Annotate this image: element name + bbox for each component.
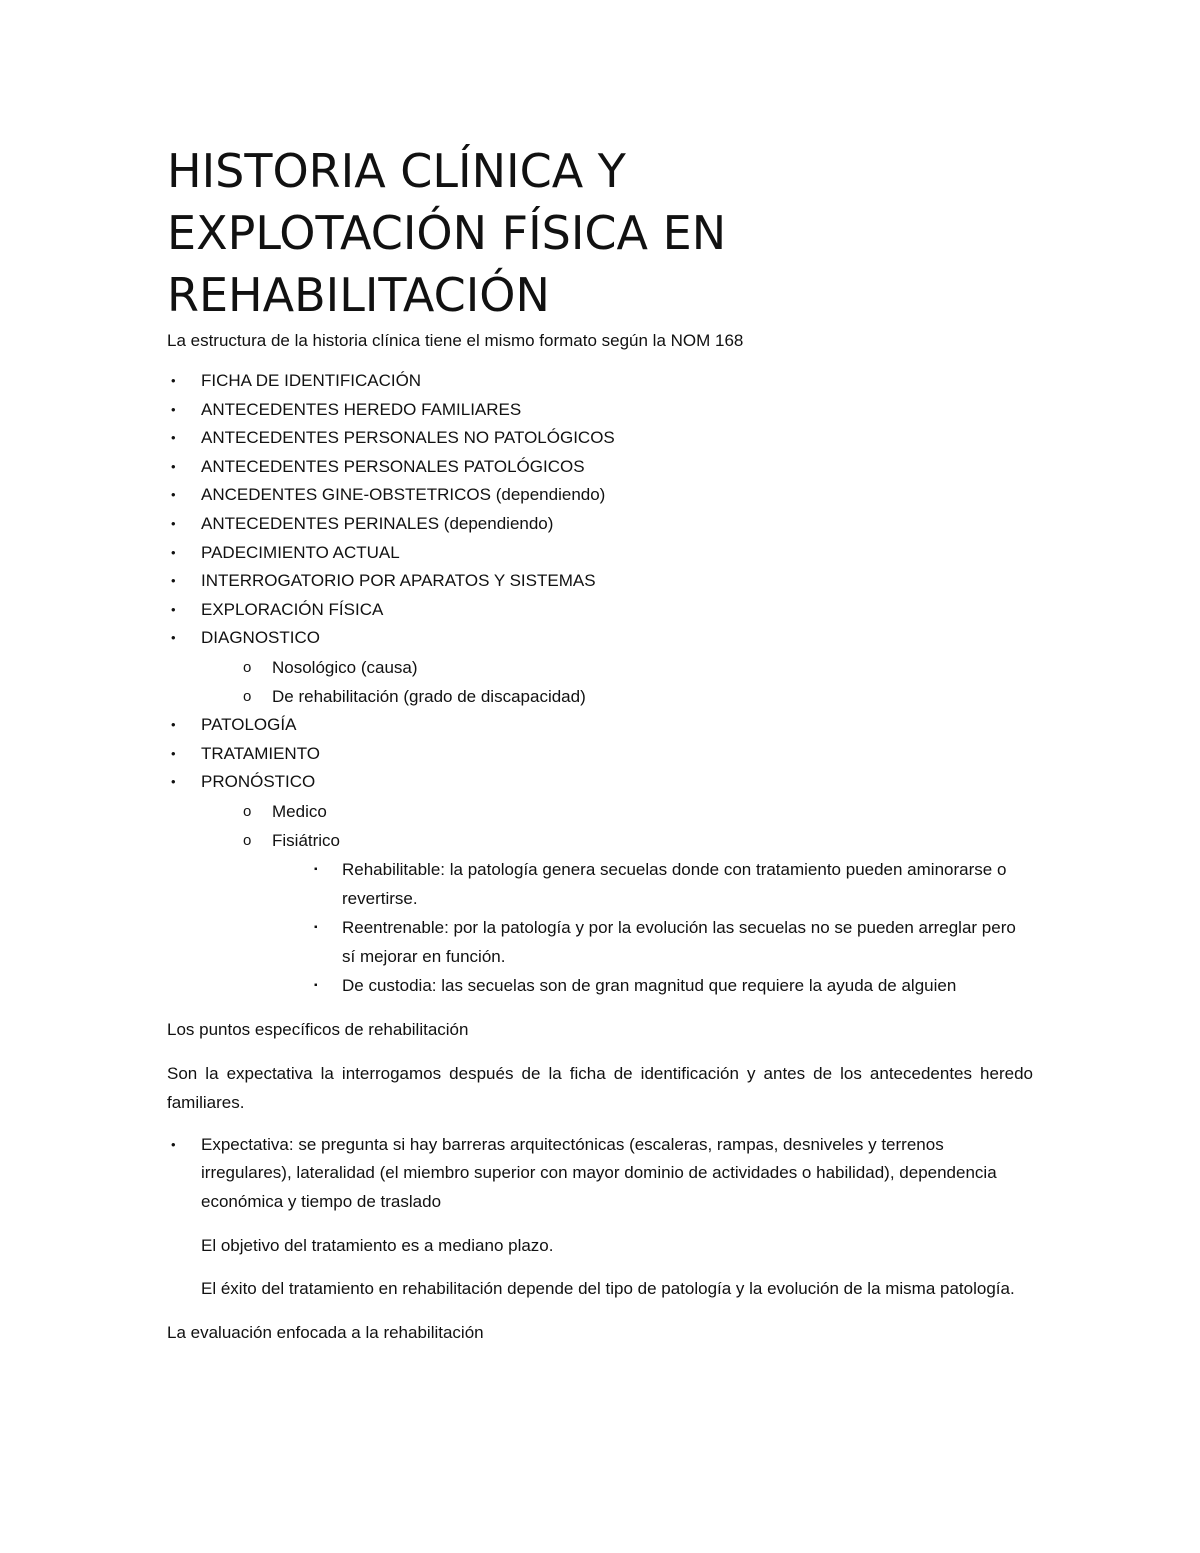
list-item-label: ANTECEDENTES PERINALES (dependiendo) [201, 513, 554, 533]
list-item [167, 396, 1033, 425]
sublist-item-label: Nosológico (causa) [272, 657, 418, 677]
list-item [167, 481, 1033, 510]
bullet-icon: • [171, 544, 176, 560]
bullet-icon: • [171, 487, 176, 503]
circle-bullet-icon: o [243, 802, 252, 820]
fisiatrico-sublist [201, 855, 1033, 1000]
list-item-label: ANTECEDENTES HEREDO FAMILIARES [201, 399, 522, 419]
circle-bullet-icon: o [243, 831, 252, 849]
list-item-label: DIAGNOSTICO [201, 628, 321, 648]
sub-sublist-item-label: Reentrenable: por la patología y por la evolución las secuelas no se pueden arreglar pero sí mejorar en función. [342, 917, 1016, 966]
sublist-item [201, 682, 1033, 711]
bullet-icon: • [171, 515, 176, 531]
list-item-label: PATOLOGÍA [201, 714, 297, 734]
sub-sublist-item [201, 913, 1033, 971]
list-item-label: INTERROGATORIO POR APARATOS Y SISTEMAS [201, 571, 596, 591]
list-item-label: EXPLORACIÓN FÍSICA [201, 599, 384, 619]
bullet-icon: • [171, 573, 176, 589]
section-heading-points: Los puntos específicos de rehabilitación [167, 1019, 469, 1039]
square-bullet-icon: ▪ [314, 921, 318, 933]
list-item [167, 711, 1033, 740]
list-item-label: FICHA DE IDENTIFICACIÓN [201, 371, 422, 390]
section-heading-evaluacion: La evaluación enfocada a la rehabilitación [167, 1322, 484, 1342]
list-item-label: TRATAMIENTO [201, 743, 320, 763]
bullet-icon: • [171, 630, 176, 646]
list-item-label: PRONÓSTICO [201, 772, 316, 792]
sublist-item-label: Medico [272, 801, 327, 821]
list-item [167, 567, 1033, 596]
bullet-icon: • [171, 401, 176, 417]
list-item [167, 510, 1033, 539]
square-bullet-icon: ▪ [314, 863, 318, 875]
sublist-item-label: Fisiátrico [272, 830, 341, 850]
bullet-icon: • [171, 1136, 176, 1152]
document-title [167, 140, 1033, 326]
pronostico-sublist [201, 797, 1033, 855]
bullet-icon: • [171, 458, 176, 474]
list-item [167, 1131, 1033, 1217]
title-line-1: HISTORIA CLÍNICA Y [167, 144, 626, 198]
exito-paragraph: El éxito del tratamiento en rehabilitación depende del tipo de patología y la evolución de la misma patología. [201, 1278, 1015, 1298]
circle-bullet-icon: o [243, 658, 252, 676]
list-item [167, 740, 1033, 769]
circle-bullet-icon: o [243, 687, 252, 705]
list-item [167, 624, 1033, 711]
expectativa-paragraph: Son la expectativa la interrogamos después de la ficha de identificación y antes de los antecedentes heredo familiares. [167, 1063, 1033, 1112]
sublist-item [201, 797, 1033, 826]
list-item [167, 367, 1033, 396]
bullet-icon: • [171, 373, 176, 388]
sub-sublist-item-label: Rehabilitable: la patología genera secuelas donde con tratamiento pueden aminorarse o revertirse. [342, 859, 1007, 908]
structure-list [167, 367, 1033, 1000]
list-item [167, 424, 1033, 453]
sub-sublist-item [201, 855, 1033, 913]
bullet-icon: • [171, 716, 176, 732]
bullet-icon: • [171, 430, 176, 446]
list-item-label: PADECIMIENTO ACTUAL [201, 542, 400, 562]
bullet-icon: • [171, 745, 176, 761]
list-item-label: ANTECEDENTES PERSONALES PATOLÓGICOS [201, 456, 585, 476]
title-line-3: REHABILITACIÓN [167, 268, 550, 322]
sublist-item [201, 653, 1033, 682]
square-bullet-icon: ▪ [314, 979, 318, 991]
title-line-2: EXPLOTACIÓN FÍSICA EN [167, 206, 727, 260]
diagnostico-sublist [201, 653, 1033, 711]
list-item-label: ANCEDENTES GINE-OBSTETRICOS (dependiendo) [201, 485, 606, 505]
intro-paragraph: La estructura de la historia clínica tiene el mismo formato según la NOM 168 [167, 331, 744, 350]
sublist-item-label: De rehabilitación (grado de discapacidad) [272, 686, 586, 706]
list-item [167, 768, 1033, 1000]
list-item [167, 539, 1033, 568]
list-item-label: Expectativa: se pregunta si hay barreras arquitectónicas (escaleras, rampas, desniveles y terrenos irregulares), lateralidad (el miembro superior con mayor dominio de actividades o habilidad), dependencia económica y tiempo de traslado [201, 1134, 997, 1211]
sublist-item [201, 826, 1033, 855]
expectativa-list [167, 1131, 1033, 1217]
list-item-label: ANTECEDENTES PERSONALES NO PATOLÓGICOS [201, 428, 615, 448]
list-item [167, 453, 1033, 482]
objetivo-paragraph: El objetivo del tratamiento es a mediano plazo. [201, 1235, 554, 1255]
bullet-icon: • [171, 774, 176, 790]
document-page [167, 140, 1033, 1347]
sub-sublist-item [201, 971, 1033, 1000]
sub-sublist-item-label: De custodia: las secuelas son de gran magnitud que requiere la ayuda de alguien [342, 975, 957, 995]
bullet-icon: • [171, 601, 176, 617]
list-item [167, 596, 1033, 625]
